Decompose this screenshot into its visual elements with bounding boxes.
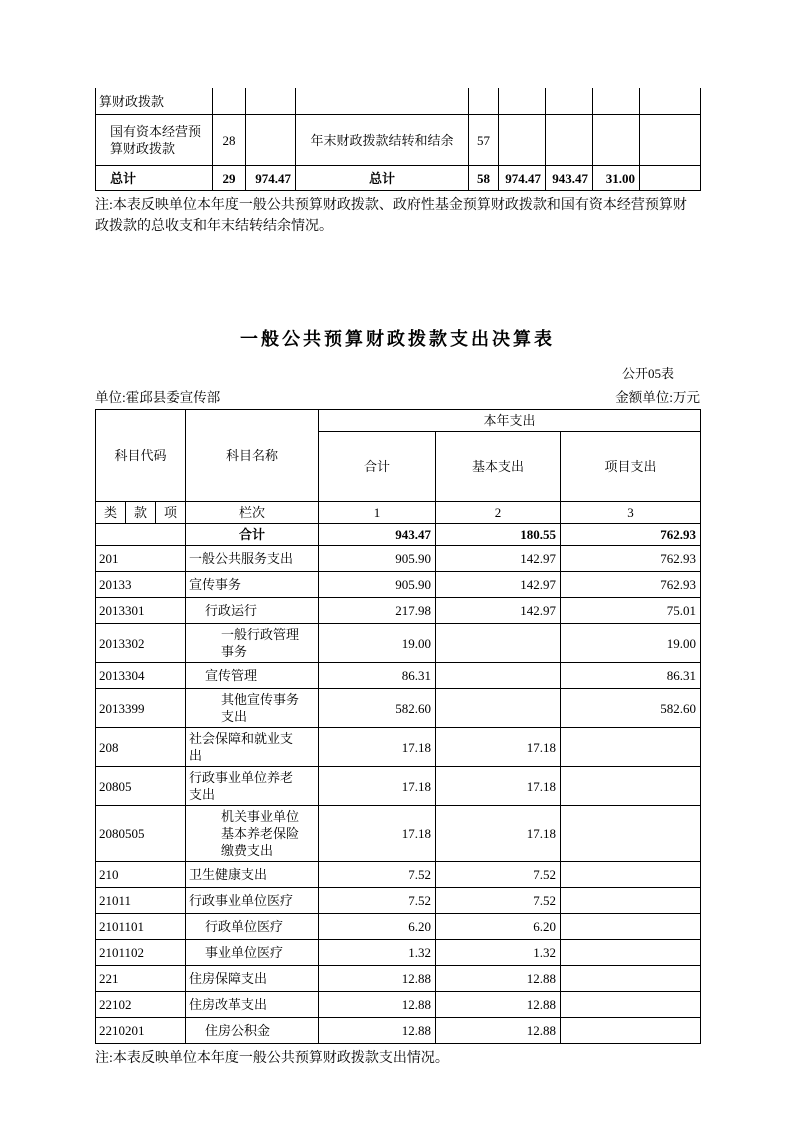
subject-code-cell: 210 [96, 862, 186, 888]
project-amount-cell [561, 914, 701, 940]
project-amount-cell: 582.60 [561, 689, 701, 728]
project-amount-cell [561, 888, 701, 914]
expenditure-row [96, 992, 701, 1018]
expenditure-row [96, 862, 701, 888]
total-amount-cell: 12.88 [319, 992, 436, 1018]
right-general-budget-cell: 943.47 [546, 166, 593, 191]
left-amount-cell [246, 88, 296, 115]
grand-total-total-cell: 943.47 [319, 524, 436, 546]
right-state-capital-cell [640, 166, 701, 191]
basic-amount-cell: 17.18 [436, 806, 561, 862]
subject-code-cell: 2080505 [96, 806, 186, 862]
subject-code-cell: 2013304 [96, 663, 186, 689]
project-amount-cell [561, 992, 701, 1018]
right-state-capital-cell [640, 115, 701, 166]
subject-code-cell: 221 [96, 966, 186, 992]
project-expenditure-header: 项目支出 [561, 432, 701, 502]
right-line-no-cell [469, 88, 499, 115]
right-line-no-cell: 58 [469, 166, 499, 191]
subject-name-cell: 宣传事务 [186, 572, 319, 598]
unit-label: 单位:霍邱县委宣传部 [95, 390, 221, 405]
basic-amount-cell: 17.18 [436, 767, 561, 806]
project-amount-cell: 762.93 [561, 546, 701, 572]
project-amount-cell: 75.01 [561, 598, 701, 624]
right-state-capital-cell [640, 88, 701, 115]
left-line-no-cell: 29 [213, 166, 246, 191]
expenditure-row [96, 546, 701, 572]
subject-name-cell: 其他宣传事务支出 [186, 689, 319, 728]
summary-table-row [96, 166, 701, 191]
right-gov-fund-cell [593, 115, 640, 166]
expenditure-table-body [96, 546, 701, 1044]
subject-code-cell: 20133 [96, 572, 186, 598]
column-index-2: 2 [436, 502, 561, 524]
left-item-cell: 总计 [96, 166, 213, 191]
right-gov-fund-cell [593, 88, 640, 115]
project-amount-cell [561, 940, 701, 966]
subject-code-cell: 2013399 [96, 689, 186, 728]
table-number-label: 公开05表 [621, 366, 674, 381]
expenditure-row [96, 624, 701, 663]
section-header: 款 [126, 502, 156, 524]
column-index-1: 1 [319, 502, 436, 524]
subject-name-header: 科目名称 [186, 410, 319, 502]
subject-name-cell: 事业单位医疗 [186, 940, 319, 966]
expenditure-row [96, 767, 701, 806]
grand-total-label: 合计 [186, 524, 319, 546]
subject-code-cell: 2013302 [96, 624, 186, 663]
fiscal-summary-table [95, 88, 701, 191]
total-amount-cell: 17.18 [319, 728, 436, 767]
left-line-no-cell [213, 88, 246, 115]
grand-total-basic-cell: 180.55 [436, 524, 561, 546]
subject-code-cell: 21011 [96, 888, 186, 914]
subject-name-cell: 行政单位医疗 [186, 914, 319, 940]
subject-code-header: 科目代码 [96, 410, 186, 502]
basic-amount-cell: 6.20 [436, 914, 561, 940]
total-amount-cell: 19.00 [319, 624, 436, 663]
basic-amount-cell [436, 624, 561, 663]
expenditure-row [96, 598, 701, 624]
right-general-budget-cell [546, 115, 593, 166]
header-row-groups [96, 410, 701, 432]
left-item-cell: 算财政拨款 [96, 88, 213, 115]
subject-name-cell: 一般行政管理事务 [186, 624, 319, 663]
subject-code-cell: 208 [96, 728, 186, 767]
basic-amount-cell: 7.52 [436, 862, 561, 888]
summary-table-row [96, 115, 701, 166]
right-line-no-cell: 57 [469, 115, 499, 166]
header-row-column-index [96, 502, 701, 524]
left-amount-cell [246, 115, 296, 166]
right-item-cell: 年末财政拨款结转和结余 [296, 115, 469, 166]
subject-name-cell: 行政事业单位医疗 [186, 888, 319, 914]
total-amount-cell: 1.32 [319, 940, 436, 966]
page-title: 一般公共预算财政拨款支出决算表 [240, 329, 555, 349]
subject-code-cell: 22102 [96, 992, 186, 1018]
class-header: 类 [96, 502, 126, 524]
right-item-cell: 总计 [296, 166, 469, 191]
basic-amount-cell: 12.88 [436, 992, 561, 1018]
total-amount-cell: 905.90 [319, 572, 436, 598]
expenditure-table-note: 注:本表反映单位本年度一般公共预算财政拨款支出情况。 [95, 1051, 449, 1066]
total-amount-cell: 12.88 [319, 966, 436, 992]
item-header: 项 [156, 502, 186, 524]
project-amount-cell [561, 806, 701, 862]
subject-name-cell: 社会保障和就业支出 [186, 728, 319, 767]
right-item-cell [296, 88, 469, 115]
expenditure-row [96, 966, 701, 992]
subject-name-cell: 行政运行 [186, 598, 319, 624]
current-year-expenditure-header: 本年支出 [319, 410, 701, 432]
total-amount-cell: 7.52 [319, 862, 436, 888]
summary-table-note: 注:本表反映单位本年度一般公共预算财政拨款、政府性基金预算财政拨款和国有资本经营预算财政拨款的总收支和年末结转结余情况。 [95, 198, 687, 234]
basic-amount-cell: 142.97 [436, 598, 561, 624]
fiscal-summary-body [96, 88, 701, 191]
total-column-header: 合计 [319, 432, 436, 502]
grand-total-project-cell: 762.93 [561, 524, 701, 546]
basic-expenditure-header: 基本支出 [436, 432, 561, 502]
basic-amount-cell: 12.88 [436, 966, 561, 992]
basic-amount-cell: 1.32 [436, 940, 561, 966]
left-item-cell: 国有资本经营预算财政拨款 [96, 115, 213, 166]
table-meta-row [95, 386, 700, 406]
grand-total-row [96, 524, 701, 546]
subject-code-cell: 2210201 [96, 1018, 186, 1044]
subject-name-cell: 宣传管理 [186, 663, 319, 689]
left-amount-cell: 974.47 [246, 166, 296, 191]
total-amount-cell: 6.20 [319, 914, 436, 940]
expenditure-row [96, 728, 701, 767]
expenditure-row [96, 914, 701, 940]
total-amount-cell: 7.52 [319, 888, 436, 914]
project-amount-cell: 19.00 [561, 624, 701, 663]
subject-code-cell: 2101101 [96, 914, 186, 940]
subject-code-cell: 2101102 [96, 940, 186, 966]
subject-code-cell: 20805 [96, 767, 186, 806]
total-amount-cell: 86.31 [319, 663, 436, 689]
subject-name-cell: 住房公积金 [186, 1018, 319, 1044]
column-index-label: 栏次 [186, 502, 319, 524]
expenditure-row [96, 940, 701, 966]
basic-amount-cell: 142.97 [436, 572, 561, 598]
project-amount-cell [561, 862, 701, 888]
project-amount-cell: 762.93 [561, 572, 701, 598]
project-amount-cell [561, 767, 701, 806]
grand-total-empty-cell [96, 524, 186, 546]
expenditure-row [96, 888, 701, 914]
subject-name-cell: 机关事业单位基本养老保险缴费支出 [186, 806, 319, 862]
project-amount-cell [561, 728, 701, 767]
summary-table-row [96, 88, 701, 115]
right-general-budget-cell [546, 88, 593, 115]
subject-name-cell: 住房保障支出 [186, 966, 319, 992]
left-line-no-cell: 28 [213, 115, 246, 166]
expenditure-row [96, 1018, 701, 1044]
right-total-cell [499, 88, 546, 115]
total-amount-cell: 17.18 [319, 806, 436, 862]
subject-name-cell: 住房改革支出 [186, 992, 319, 1018]
total-amount-cell: 17.18 [319, 767, 436, 806]
subject-code-cell: 2013301 [96, 598, 186, 624]
total-amount-cell: 905.90 [319, 546, 436, 572]
subject-name-cell: 一般公共服务支出 [186, 546, 319, 572]
project-amount-cell: 86.31 [561, 663, 701, 689]
expenditure-table [95, 409, 701, 1044]
expenditure-table-header [96, 410, 701, 546]
subject-name-cell: 卫生健康支出 [186, 862, 319, 888]
basic-amount-cell: 17.18 [436, 728, 561, 767]
column-index-3: 3 [561, 502, 701, 524]
basic-amount-cell: 12.88 [436, 1018, 561, 1044]
expenditure-row [96, 689, 701, 728]
project-amount-cell [561, 1018, 701, 1044]
expenditure-row [96, 806, 701, 862]
basic-amount-cell [436, 663, 561, 689]
total-amount-cell: 582.60 [319, 689, 436, 728]
basic-amount-cell: 142.97 [436, 546, 561, 572]
right-total-cell: 974.47 [499, 166, 546, 191]
basic-amount-cell [436, 689, 561, 728]
total-amount-cell: 12.88 [319, 1018, 436, 1044]
total-amount-cell: 217.98 [319, 598, 436, 624]
currency-unit-label: 金额单位:万元 [615, 390, 700, 405]
expenditure-row [96, 572, 701, 598]
right-gov-fund-cell: 31.00 [593, 166, 640, 191]
subject-name-cell: 行政事业单位养老支出 [186, 767, 319, 806]
basic-amount-cell: 7.52 [436, 888, 561, 914]
expenditure-row [96, 663, 701, 689]
right-total-cell [499, 115, 546, 166]
project-amount-cell [561, 966, 701, 992]
subject-code-cell: 201 [96, 546, 186, 572]
